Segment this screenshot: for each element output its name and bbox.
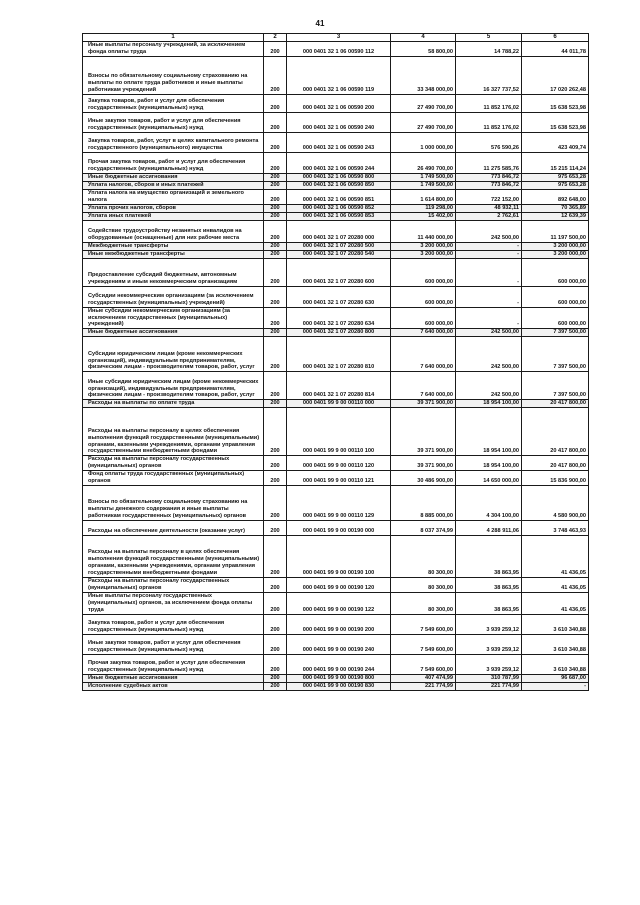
row-executed: -	[456, 242, 522, 250]
row-remaining: 3 610 340,88	[522, 634, 589, 654]
row-remaining: 600 000,00	[522, 258, 589, 286]
row-name-text: Расходы на выплаты по оплате труда	[88, 400, 195, 407]
row-remaining: 15 215 114,24	[522, 152, 589, 173]
row-budget-code: 000 0401 32 1 06 00590 240	[287, 112, 391, 132]
row-budget-code: 000 0401 32 1 06 00590 112	[287, 42, 391, 57]
row-budget-code: 000 0401 32 1 06 00590 243	[287, 132, 391, 152]
row-line-code: 200	[264, 456, 287, 471]
row-line-code: 200	[264, 94, 287, 112]
row-name	[83, 112, 264, 132]
row-executed: 18 954 100,00	[456, 456, 522, 471]
row-name-text: Расходы на обеспечение деятельности (оказание услуг)	[88, 528, 246, 535]
row-remaining: 12 639,39	[522, 212, 589, 220]
table-row	[83, 520, 589, 535]
row-name-text: Прочая закупка товаров, работ и услуг для обеспечения государственных (муниципальных) нужд	[88, 659, 246, 673]
row-name	[83, 674, 264, 682]
row-approved: 1 000 000,00	[391, 132, 456, 152]
row-name-text: Уплата прочих налогов, сборов	[88, 204, 176, 211]
row-approved: 600 000,00	[391, 307, 456, 329]
row-name-text: Иные межбюджетные трансферты	[88, 250, 185, 257]
table-row	[83, 42, 589, 57]
row-executed: -	[456, 258, 522, 286]
table-row	[83, 307, 589, 329]
row-approved: 33 348 000,00	[391, 56, 456, 94]
table-row	[83, 634, 589, 654]
row-approved: 39 371 900,00	[391, 400, 456, 408]
row-name-text: Субсидии некоммерческим организациям (за исключением государственных (муниципальных) учреждений)	[88, 292, 254, 306]
row-executed: 38 863,95	[456, 535, 522, 577]
row-name	[83, 189, 264, 204]
row-name-text: Содействие трудоустройству незанятых инвалидов на оборудованные (оснащенные) для них рабочие места	[88, 227, 242, 241]
row-approved: 7 549 600,00	[391, 614, 456, 634]
row-line-code: 200	[264, 471, 287, 486]
row-budget-code: 000 0401 32 1 07 20280 810	[287, 337, 391, 372]
row-remaining: 600 000,00	[522, 307, 589, 329]
row-remaining: 3 610 340,88	[522, 614, 589, 634]
table-row	[83, 181, 589, 189]
row-executed: 3 939 259,12	[456, 634, 522, 654]
row-name	[83, 329, 264, 337]
row-budget-code: 000 0401 32 1 07 20280 800	[287, 329, 391, 337]
row-name-text: Субсидии юридическим лицам (кроме некоммерческих организаций), индивидуальным предпринимателям, физическим лицам - производителям товаров, работ, услуг	[88, 350, 255, 371]
row-name-text: Иные закупки товаров, работ и услуг для обеспечения государственных (муниципальных) нужд	[88, 639, 241, 653]
table-row	[83, 56, 589, 94]
row-approved: 80 300,00	[391, 535, 456, 577]
row-approved: 8 037 374,99	[391, 520, 456, 535]
row-remaining: -	[522, 682, 589, 690]
row-line-code: 200	[264, 535, 287, 577]
row-approved: 7 549 600,00	[391, 634, 456, 654]
table-row	[83, 329, 589, 337]
table-row	[83, 94, 589, 112]
row-budget-code: 000 0401 32 1 07 20280 600	[287, 258, 391, 286]
table-row	[83, 258, 589, 286]
row-remaining: 20 417 800,00	[522, 408, 589, 456]
row-executed: 722 152,00	[456, 189, 522, 204]
row-budget-code: 000 0401 32 1 06 00590 851	[287, 189, 391, 204]
row-approved: 1 749 500,00	[391, 173, 456, 181]
row-name	[83, 42, 264, 57]
row-remaining: 17 020 262,48	[522, 56, 589, 94]
row-budget-code: 000 0401 32 1 06 00590 800	[287, 173, 391, 181]
row-budget-code: 000 0401 32 1 06 00590 200	[287, 94, 391, 112]
row-executed: 4 304 100,00	[456, 485, 522, 520]
row-name-text: Уплата иных платежей	[88, 212, 152, 219]
row-approved: 407 474,99	[391, 674, 456, 682]
row-remaining: 41 436,05	[522, 577, 589, 592]
row-line-code: 200	[264, 204, 287, 212]
row-executed: 11 275 585,76	[456, 152, 522, 173]
row-name	[83, 592, 264, 614]
row-approved: 27 490 700,00	[391, 94, 456, 112]
row-remaining: 423 409,74	[522, 132, 589, 152]
row-approved: 7 640 000,00	[391, 329, 456, 337]
row-budget-code: 000 0401 99 9 00 00190 830	[287, 682, 391, 690]
row-name	[83, 485, 264, 520]
row-approved: 39 371 900,00	[391, 456, 456, 471]
row-name-text: Уплата налогов, сборов и иных платежей	[88, 181, 204, 188]
row-name	[83, 204, 264, 212]
row-approved: 15 402,00	[391, 212, 456, 220]
row-name-text: Расходы на выплаты персоналу в целях обеспечения выполнения функций государственными (муниципальными) органами, казенными учреждениями, органами управления государственными внебюджетными фондами	[88, 427, 260, 455]
table-row	[83, 614, 589, 634]
row-budget-code: 000 0401 99 9 00 00110 121	[287, 471, 391, 486]
row-line-code: 200	[264, 682, 287, 690]
row-remaining: 70 365,89	[522, 204, 589, 212]
row-executed: -	[456, 250, 522, 258]
row-executed: 14 788,22	[456, 42, 522, 57]
table-row	[83, 372, 589, 400]
row-executed: 18 954 100,00	[456, 408, 522, 456]
row-approved: 39 371 900,00	[391, 408, 456, 456]
row-line-code: 200	[264, 614, 287, 634]
row-name	[83, 250, 264, 258]
row-budget-code: 000 0401 32 1 07 20280 814	[287, 372, 391, 400]
column-header-3: 3	[287, 34, 391, 42]
row-approved: 119 298,00	[391, 204, 456, 212]
table-row	[83, 173, 589, 181]
row-budget-code: 000 0401 32 1 06 00590 850	[287, 181, 391, 189]
row-name	[83, 577, 264, 592]
row-line-code: 200	[264, 485, 287, 520]
row-line-code: 200	[264, 112, 287, 132]
table-row	[83, 408, 589, 456]
row-budget-code: 000 0401 99 9 00 00110 000	[287, 400, 391, 408]
row-approved: 1 614 800,00	[391, 189, 456, 204]
table-row	[83, 152, 589, 173]
row-budget-code: 000 0401 99 9 00 00190 120	[287, 577, 391, 592]
row-remaining: 96 687,00	[522, 674, 589, 682]
row-remaining: 11 197 500,00	[522, 220, 589, 242]
row-name	[83, 212, 264, 220]
table-row	[83, 242, 589, 250]
row-line-code: 200	[264, 220, 287, 242]
column-header-1: 1	[83, 34, 264, 42]
row-executed: 773 846,72	[456, 173, 522, 181]
row-executed: 242 500,00	[456, 329, 522, 337]
row-name	[83, 654, 264, 674]
row-name-text: Фонд оплаты труда государственных (муниципальных) органов	[88, 471, 245, 485]
row-budget-code: 000 0401 99 9 00 00190 000	[287, 520, 391, 535]
row-line-code: 200	[264, 132, 287, 152]
row-remaining: 7 397 500,00	[522, 372, 589, 400]
row-remaining: 20 417 800,00	[522, 456, 589, 471]
row-line-code: 200	[264, 242, 287, 250]
row-remaining: 3 200 000,00	[522, 242, 589, 250]
row-executed: 11 852 176,02	[456, 112, 522, 132]
row-name	[83, 132, 264, 152]
row-line-code: 200	[264, 337, 287, 372]
row-line-code: 200	[264, 250, 287, 258]
row-remaining: 3 610 340,88	[522, 654, 589, 674]
row-executed: -	[456, 307, 522, 329]
row-executed: 242 500,00	[456, 220, 522, 242]
row-executed: 11 852 176,02	[456, 94, 522, 112]
row-name	[83, 181, 264, 189]
row-line-code: 200	[264, 258, 287, 286]
row-remaining: 3 200 000,00	[522, 250, 589, 258]
row-name	[83, 337, 264, 372]
row-line-code: 200	[264, 634, 287, 654]
row-approved: 27 490 700,00	[391, 112, 456, 132]
row-executed: 242 500,00	[456, 337, 522, 372]
row-line-code: 200	[264, 408, 287, 456]
row-executed: 3 939 259,12	[456, 654, 522, 674]
row-remaining: 15 638 523,98	[522, 112, 589, 132]
row-remaining: 44 011,78	[522, 42, 589, 57]
row-name	[83, 56, 264, 94]
table-row	[83, 400, 589, 408]
table-row	[83, 674, 589, 682]
table-row	[83, 132, 589, 152]
row-executed: 4 288 911,06	[456, 520, 522, 535]
row-name	[83, 408, 264, 456]
table-body	[83, 42, 589, 691]
row-executed: 18 954 100,00	[456, 400, 522, 408]
row-approved: 11 440 000,00	[391, 220, 456, 242]
row-name	[83, 634, 264, 654]
table-row	[83, 286, 589, 307]
row-executed: 48 932,11	[456, 204, 522, 212]
row-line-code: 200	[264, 286, 287, 307]
row-line-code: 200	[264, 307, 287, 329]
row-budget-code: 000 0401 32 1 07 20280 000	[287, 220, 391, 242]
row-name-text: Иные субсидии юридическим лицам (кроме некоммерческих организаций), индивидуальным предпринимателям, физическим лицам - производителям товаров, работ, услуг	[88, 378, 259, 399]
table-row	[83, 456, 589, 471]
table-row	[83, 485, 589, 520]
table-row	[83, 592, 589, 614]
table-row	[83, 220, 589, 242]
table-row	[83, 535, 589, 577]
row-budget-code: 000 0401 32 1 06 00590 852	[287, 204, 391, 212]
row-budget-code: 000 0401 99 9 00 00190 244	[287, 654, 391, 674]
row-budget-code: 000 0401 99 9 00 00110 100	[287, 408, 391, 456]
row-name-text: Закупка товаров, работ и услуг для обеспечения государственных (муниципальных) нужд	[88, 98, 225, 111]
row-name-text: Иные бюджетные ассигнования	[88, 329, 178, 336]
row-line-code: 200	[264, 152, 287, 173]
page-number: 41	[315, 19, 325, 28]
row-approved: 600 000,00	[391, 286, 456, 307]
row-name-text: Межбюджетные трансферты	[88, 242, 169, 249]
row-approved: 7 549 600,00	[391, 654, 456, 674]
table-row	[83, 682, 589, 690]
column-header-5: 5	[456, 34, 522, 42]
row-executed: 576 590,26	[456, 132, 522, 152]
row-approved: 80 300,00	[391, 577, 456, 592]
row-budget-code: 000 0401 99 9 00 00190 100	[287, 535, 391, 577]
row-remaining: 600 000,00	[522, 286, 589, 307]
row-name	[83, 152, 264, 173]
row-budget-code: 000 0401 32 1 07 20280 500	[287, 242, 391, 250]
row-name	[83, 456, 264, 471]
row-approved: 58 800,00	[391, 42, 456, 57]
row-name	[83, 400, 264, 408]
table-row	[83, 112, 589, 132]
row-remaining: 975 653,28	[522, 173, 589, 181]
row-name-text: Предоставление субсидий бюджетным, автономным учреждениям и иным некоммерческим организациям	[88, 271, 238, 285]
row-remaining: 975 653,28	[522, 181, 589, 189]
row-name-text: Иные субсидии некоммерческим организациям (за исключением государственных (муниципальных) учреждений)	[88, 307, 230, 328]
row-name-text: Взносы по обязательному социальному страхованию на выплаты по оплате труда работников и иные выплаты работникам учреждений	[88, 73, 248, 93]
row-line-code: 200	[264, 189, 287, 204]
row-name-text: Иные выплаты персоналу учреждений, за исключением фонда оплаты труда	[88, 42, 246, 55]
table-row	[83, 204, 589, 212]
row-name	[83, 471, 264, 486]
row-name-text: Прочая закупка товаров, работ и услуг для обеспечения государственных (муниципальных) нужд	[88, 159, 246, 172]
row-budget-code: 000 0401 32 1 07 20280 634	[287, 307, 391, 329]
row-name-text: Взносы по обязательному социальному страхованию на выплаты денежного содержания и иные выплаты работникам государственных (муниципальных) органов	[88, 499, 248, 520]
row-name-text: Иные бюджетные ассигнования	[88, 674, 178, 681]
row-name	[83, 682, 264, 690]
row-approved: 26 490 700,00	[391, 152, 456, 173]
row-line-code: 200	[264, 520, 287, 535]
row-remaining: 20 417 800,00	[522, 400, 589, 408]
row-remaining: 7 397 500,00	[522, 337, 589, 372]
row-approved: 8 885 000,00	[391, 485, 456, 520]
table-row	[83, 189, 589, 204]
row-budget-code: 000 0401 32 1 07 20280 540	[287, 250, 391, 258]
row-budget-code: 000 0401 99 9 00 00190 122	[287, 592, 391, 614]
column-header-4: 4	[391, 34, 456, 42]
row-approved: 80 300,00	[391, 592, 456, 614]
row-name	[83, 173, 264, 181]
row-approved: 7 640 000,00	[391, 372, 456, 400]
row-executed: 38 863,95	[456, 577, 522, 592]
row-approved: 1 749 500,00	[391, 181, 456, 189]
row-line-code: 200	[264, 372, 287, 400]
row-budget-code: 000 0401 32 1 07 20280 630	[287, 286, 391, 307]
row-remaining: 41 436,05	[522, 592, 589, 614]
row-remaining: 7 397 500,00	[522, 329, 589, 337]
row-name	[83, 258, 264, 286]
row-name-text: Закупка товаров, работ и услуг для обеспечения государственных (муниципальных) нужд	[88, 619, 225, 633]
row-approved: 30 486 900,00	[391, 471, 456, 486]
column-header-6: 6	[522, 34, 589, 42]
row-remaining: 3 748 463,93	[522, 520, 589, 535]
row-name-text: Расходы на выплаты персоналу в целях обеспечения выполнения функций государственными (муниципальными) органами, казенными учреждениями, органами управления государственными внебюджетными фондами	[88, 549, 260, 577]
row-remaining: 15 836 900,00	[522, 471, 589, 486]
table-row	[83, 250, 589, 258]
table-header-row	[83, 34, 589, 42]
row-line-code: 200	[264, 173, 287, 181]
row-name	[83, 614, 264, 634]
row-executed: 2 762,61	[456, 212, 522, 220]
row-approved: 3 200 000,00	[391, 250, 456, 258]
row-approved: 600 000,00	[391, 258, 456, 286]
table-row	[83, 654, 589, 674]
row-budget-code: 000 0401 99 9 00 00110 129	[287, 485, 391, 520]
row-approved: 221 774,99	[391, 682, 456, 690]
row-executed: 38 863,95	[456, 592, 522, 614]
table-row	[83, 577, 589, 592]
row-approved: 7 640 000,00	[391, 337, 456, 372]
row-executed: 773 846,72	[456, 181, 522, 189]
row-name-text: Иные закупки товаров, работ и услуг для обеспечения государственных (муниципальных) нужд	[88, 118, 241, 131]
row-name	[83, 535, 264, 577]
row-executed: 14 650 000,00	[456, 471, 522, 486]
row-executed: 242 500,00	[456, 372, 522, 400]
row-name-text: Закупка товаров, работ, услуг в целях капитального ремонта государственного (муниципального) имущества	[88, 138, 259, 151]
row-budget-code: 000 0401 99 9 00 00190 200	[287, 614, 391, 634]
column-header-2: 2	[264, 34, 287, 42]
row-remaining: 41 436,05	[522, 535, 589, 577]
row-remaining: 4 580 900,00	[522, 485, 589, 520]
row-name-text: Иные бюджетные ассигнования	[88, 173, 178, 180]
row-name-text: Расходы на выплаты персоналу государственных (муниципальных) органов	[88, 577, 230, 591]
row-budget-code: 000 0401 99 9 00 00190 800	[287, 674, 391, 682]
row-line-code: 200	[264, 654, 287, 674]
row-budget-code: 000 0401 99 9 00 00110 120	[287, 456, 391, 471]
row-remaining: 892 648,00	[522, 189, 589, 204]
row-executed: 3 939 259,12	[456, 614, 522, 634]
row-budget-code: 000 0401 32 1 06 00590 244	[287, 152, 391, 173]
row-name	[83, 94, 264, 112]
row-line-code: 200	[264, 400, 287, 408]
row-executed: 310 787,99	[456, 674, 522, 682]
row-name-text: Уплата налога на имущество организаций и земельного налога	[88, 189, 244, 203]
row-approved: 3 200 000,00	[391, 242, 456, 250]
row-remaining: 15 638 523,98	[522, 94, 589, 112]
row-name-text: Расходы на выплаты персоналу государственных (муниципальных) органов	[88, 456, 230, 470]
row-name	[83, 307, 264, 329]
row-name	[83, 372, 264, 400]
row-executed: 16 327 737,52	[456, 56, 522, 94]
table-row	[83, 212, 589, 220]
row-budget-code: 000 0401 99 9 00 00190 240	[287, 634, 391, 654]
row-line-code: 200	[264, 592, 287, 614]
row-line-code: 200	[264, 674, 287, 682]
row-name	[83, 286, 264, 307]
row-name-text: Иные выплаты персоналу государственных (муниципальных) органов, за исключением фонда оплаты труда	[88, 592, 253, 613]
row-budget-code: 000 0401 32 1 06 00590 119	[287, 56, 391, 94]
row-name	[83, 520, 264, 535]
row-line-code: 200	[264, 56, 287, 94]
row-budget-code: 000 0401 32 1 06 00590 853	[287, 212, 391, 220]
row-line-code: 200	[264, 42, 287, 57]
budget-execution-table	[82, 33, 589, 691]
row-line-code: 200	[264, 577, 287, 592]
row-line-code: 200	[264, 212, 287, 220]
row-name	[83, 220, 264, 242]
row-name	[83, 242, 264, 250]
table-row	[83, 337, 589, 372]
row-name-text: Исполнение судебных актов	[88, 682, 168, 689]
row-executed: 221 774,99	[456, 682, 522, 690]
row-line-code: 200	[264, 329, 287, 337]
row-executed: -	[456, 286, 522, 307]
table-row	[83, 471, 589, 486]
row-line-code: 200	[264, 181, 287, 189]
